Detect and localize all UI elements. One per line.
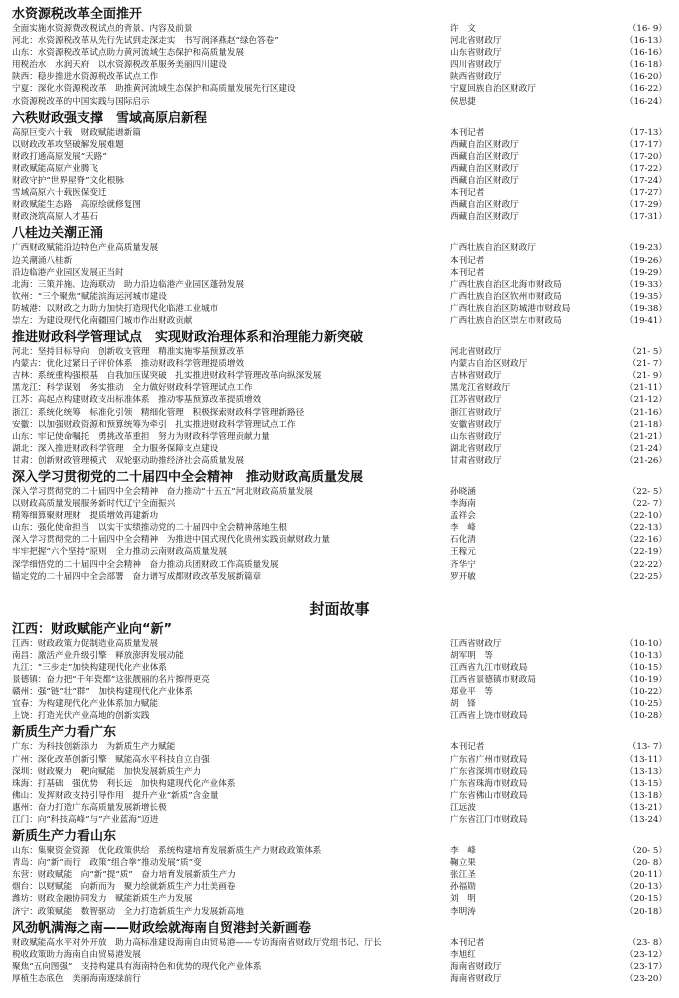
entry-title: 甘肃：创新财政管理模式 双轮驱动助推经济社会高质量发展 — [12, 455, 245, 466]
toc-part-topics — [12, 6, 667, 583]
entry-title: 财政赋能高原产业腾飞 — [12, 163, 98, 174]
toc-entry — [12, 407, 667, 419]
toc-entry — [12, 571, 667, 583]
toc-entry — [12, 187, 667, 199]
toc-entry — [12, 674, 667, 686]
entry-author: 李海南 — [450, 499, 476, 510]
entry-title: 内蒙古：优化过紧日子评价体系 推动财政科学管理提质增效 — [12, 359, 245, 370]
toc-section — [12, 621, 667, 723]
entry-title: 财政赋能生态路 高原绘就修复图 — [12, 200, 141, 211]
entry-page: （23-12） — [625, 949, 667, 960]
entry-page: （19-33） — [625, 279, 667, 290]
entry-author: 陕西省财政厅 — [450, 72, 502, 83]
toc-entry — [12, 431, 667, 443]
toc-entry — [12, 199, 667, 211]
entry-title: 江苏：高起点构建财政支出标准体系 推动零基预算改革提质增效 — [12, 395, 262, 406]
entry-title: 崇左：为建设现代化南疆国门城市作出财政贡献 — [12, 315, 193, 326]
toc-entry — [12, 83, 667, 95]
entry-page: （19-35） — [625, 291, 667, 302]
toc-entry — [12, 486, 667, 498]
entry-title: 防城港：以财政之力助力加快打造现代化临港工业城市 — [12, 303, 219, 314]
entry-page: （20- 8） — [627, 858, 667, 869]
entry-page: （19-38） — [625, 303, 667, 314]
entry-author: 胡军明 等 — [450, 650, 493, 661]
toc-entry — [12, 47, 667, 59]
entry-title: 财政浇筑高原人才基石 — [12, 212, 98, 223]
entry-title: 吉林：系统重构强根基 自我加压谋突破 扎实推进财政科学管理改革向纵深发展 — [12, 371, 322, 382]
entry-author: 湖北省财政厅 — [450, 443, 502, 454]
toc-entry — [12, 303, 667, 315]
toc-entry — [12, 638, 667, 650]
entry-author: 鞠立果 — [450, 858, 476, 869]
section-title: 水资源税改革全面推开 — [12, 7, 143, 22]
toc-entry — [12, 845, 667, 857]
entry-title: 广西财政赋能沿边特色产业高质量发展 — [12, 243, 159, 254]
toc-entry — [12, 139, 667, 151]
entry-title: 深入学习贯彻党的二十届四中全会精神 奋力推动“十五五”河北财政高质量发展 — [12, 487, 313, 497]
entry-page: （22- 5） — [627, 487, 667, 497]
entry-title: 山东：牢记使命嘱托 勇挑改革重担 努力为财政科学管理贡献力量 — [12, 431, 270, 442]
entry-title: 财政赋能高水平对外开放 助力高标准建设海南自由贸易港——专访海南省财政厅党组书记、厅长 — [12, 937, 382, 948]
entry-author: 孙福勋 — [450, 882, 476, 893]
toc-entry — [12, 96, 667, 108]
toc-entry — [12, 741, 667, 753]
entry-title: 深学细悟党的二十届四中全会精神 奋力推动兵团财政工作高质量发展 — [12, 559, 279, 570]
toc-entry — [12, 211, 667, 223]
entry-author: 王稼元 — [450, 547, 476, 558]
entry-page: （21-16） — [625, 407, 667, 418]
toc-entry — [12, 559, 667, 571]
toc-entry — [12, 175, 667, 187]
entry-author: 刘 明 — [450, 894, 476, 905]
entry-page: （16-22） — [625, 84, 667, 95]
toc-entry — [12, 394, 667, 406]
entry-author: 吉林省财政厅 — [450, 371, 502, 382]
toc-entry — [12, 893, 667, 905]
entry-title: 安徽：以加强财政资源和预算统筹为牵引 扎实推进财政科学管理试点工作 — [12, 419, 296, 430]
entry-title: 黑龙江：科学谋划 务实推动 全力做好财政科学管理试点工作 — [12, 383, 253, 394]
section-title: 深入学习贯彻党的二十届四中全会精神 推动财政高质量发展 — [12, 470, 364, 485]
toc-entry — [12, 814, 667, 826]
toc-entry — [12, 937, 667, 949]
entry-title: 聚焦“五向图强” 支持构建具有海南特色和优势的现代化产业体系 — [12, 961, 262, 972]
entry-page: （13- 7） — [627, 742, 667, 753]
entry-title: 边关潮涌八桂新 — [12, 255, 73, 266]
entry-title: 厚植生态底色 美丽海南逐绿前行 — [12, 973, 141, 984]
entry-title: 广东：为科技创新添力 为新质生产力赋能 — [12, 742, 176, 753]
toc-entry — [12, 23, 667, 35]
entry-author: 石化清 — [450, 535, 476, 546]
entry-title: 锚定党的二十届四中全会部署 奋力谱写成都财政改革发展新篇章 — [12, 571, 262, 582]
entry-author: 本刊记者 — [450, 937, 485, 948]
toc-entry — [12, 59, 667, 71]
entry-title: 宁夏：深化水资源税改革 助推黄河流域生态保护和高质量发展先行区建设 — [12, 84, 296, 95]
entry-author: 李旭红 — [450, 949, 476, 960]
entry-title: 河北：坚持目标导向 创新收支管理 精准实施零基预算改革 — [12, 347, 245, 358]
entry-title: 江西：财政政策力促制造业高质量发展 — [12, 638, 159, 649]
entry-title: 水资源税改革的中国实践与国际启示 — [12, 96, 150, 107]
entry-title: 烟台：以财赋能 向新而为 聚力绘就新质生产力壮美画卷 — [12, 882, 236, 893]
entry-page: （13-21） — [625, 802, 667, 813]
entry-title: 以财政改革攻坚破解发展难题 — [12, 139, 124, 150]
entry-author: 江西省上饶市财政局 — [450, 711, 528, 722]
entry-author: 广东省深圳市财政局 — [450, 766, 528, 777]
entry-author: 安徽省财政厅 — [450, 419, 502, 430]
entry-title: 以财政高质量发展服务新时代辽宁全面振兴 — [12, 499, 176, 510]
entry-title: 广州：深化改革创新引擎 赋能高水平科技自立自强 — [12, 754, 210, 765]
toc-entry — [12, 455, 667, 467]
entry-page: （23-17） — [625, 961, 667, 972]
entry-page: （17-17） — [625, 139, 667, 150]
toc-entry — [12, 151, 667, 163]
entry-author: 广西壮族自治区钦州市财政局 — [450, 291, 562, 302]
entry-page: （23-20） — [625, 973, 667, 984]
toc-entry — [12, 698, 667, 710]
entry-page: （20-13） — [625, 882, 667, 893]
section-title: 新质生产力看山东 — [12, 829, 117, 845]
entry-title: 宜春：为构建现代化产业体系加力赋能 — [12, 699, 159, 710]
toc-entry — [12, 255, 667, 267]
toc-entry — [12, 906, 667, 918]
toc-entry — [12, 802, 667, 814]
entry-title: 北海：三策并施、边海联动 助力沿边临港产业园区蓬勃发展 — [12, 279, 245, 290]
entry-page: （13-13） — [625, 766, 667, 777]
entry-author: 江远波 — [450, 802, 476, 813]
toc-entry — [12, 71, 667, 83]
toc-entry — [12, 443, 667, 455]
toc-entry — [12, 267, 667, 279]
entry-page: （19-23） — [625, 243, 667, 254]
entry-title: 青岛：向“新”而行 政策“组合拳”推动发展“质”变 — [12, 858, 202, 869]
entry-author: 广西壮族自治区北海市财政局 — [450, 279, 562, 290]
toc-entry — [12, 370, 667, 382]
entry-title: 南昌：激活产业升级引擎 释放澎湃发展动能 — [12, 650, 184, 661]
entry-title: 济宁：政策赋能 数智驱动 全力打造新质生产力发展新高地 — [12, 906, 245, 917]
entry-page: （21-26） — [625, 455, 667, 466]
entry-page: （20-18） — [625, 906, 667, 917]
entry-author: 李明涛 — [450, 906, 476, 917]
entry-author: 西藏自治区财政厅 — [450, 212, 519, 223]
toc-entry — [12, 315, 667, 327]
toc-part-cover-stories — [12, 621, 667, 985]
entry-page: （19-29） — [625, 267, 667, 278]
entry-page: （21-21） — [625, 431, 667, 442]
entry-title: 赣州：强“链”壮“群” 加快构建现代化产业体系 — [12, 687, 193, 698]
entry-page: （22-25） — [625, 571, 667, 582]
entry-author: 孟祥会 — [450, 511, 476, 522]
entry-page: （21-12） — [625, 395, 667, 406]
entry-author: 河北省财政厅 — [450, 347, 502, 358]
entry-title: 浙江：系统化统筹 标准化引领 精细化管理 积极探索财政科学管理新路径 — [12, 407, 305, 418]
toc-entry — [12, 358, 667, 370]
entry-page: （10-22） — [625, 687, 667, 698]
toc-entry — [12, 242, 667, 254]
entry-author: 广东省广州市财政局 — [450, 754, 528, 765]
entry-author: 广西壮族自治区财政厅 — [450, 243, 536, 254]
entry-page: （17-20） — [625, 151, 667, 162]
toc-entry — [12, 961, 667, 973]
entry-author: 内蒙古自治区财政厅 — [450, 359, 528, 370]
toc-entry — [12, 778, 667, 790]
entry-title: 深圳：财政聚力 靶向赋能 加快发展新质生产力 — [12, 766, 202, 777]
entry-page: （17-22） — [625, 163, 667, 174]
entry-page: （21-11） — [625, 383, 667, 394]
entry-title: 河北：水资源税改革从先行先试到走深走实 书写润泽燕赵“绿色答卷” — [12, 36, 279, 47]
entry-title: 税收政策助力海南自由贸易港发展 — [12, 949, 141, 960]
toc-section — [12, 828, 667, 918]
entry-title: 雪域高原六十载医保变迁 — [12, 188, 107, 199]
entry-title: 山东：水资源税改革试点助力黄河流域生态保护和高质量发展 — [12, 48, 245, 59]
section-title: 风劲帆满海之南——财政绘就海南自贸港封关新画卷 — [12, 920, 312, 936]
entry-title: 潍坊：财政金融协同发力 赋能新质生产力发展 — [12, 894, 193, 905]
entry-page: （16-24） — [625, 96, 667, 107]
entry-title: 景德镇：奋力把“千年瓷都”这张靓丽的名片擦得更亮 — [12, 675, 210, 686]
entry-title: 用税治水 水润天府 以水资源税改革服务美丽四川建设 — [12, 60, 227, 71]
entry-page: （21-24） — [625, 443, 667, 454]
entry-author: 李 峰 — [450, 846, 476, 857]
section-title: 新质生产力看广东 — [12, 725, 117, 741]
entry-author: 广西壮族自治区防城港市财政局 — [450, 303, 571, 314]
toc-entry — [12, 346, 667, 358]
toc-entry — [12, 534, 667, 546]
toc-entry — [12, 662, 667, 674]
entry-page: （13-24） — [625, 814, 667, 825]
entry-page: （10-10） — [625, 638, 667, 649]
entry-page: （20-11） — [625, 870, 667, 881]
toc-section — [12, 110, 667, 224]
entry-title: 山东：集聚资金资源 优化政策供给 系统构建培育发展新质生产力财政政策体系 — [12, 846, 322, 857]
section-title: 八桂边关潮正涌 — [12, 226, 104, 242]
toc-entry — [12, 766, 667, 778]
toc-section — [12, 6, 667, 108]
entry-author: 黑龙江省财政厅 — [450, 383, 511, 394]
entry-author: 西藏自治区财政厅 — [450, 139, 519, 150]
toc-entry — [12, 949, 667, 961]
entry-title: 陕西：稳步推进水资源税改革试点工作 — [12, 72, 159, 83]
entry-title: 山东：强化使命担当 以实干实绩推动党的二十届四中全会精神落地生根 — [12, 523, 288, 534]
entry-title: 东营：财政赋能 向“新”提“质” 奋力培育发展新质生产力 — [12, 870, 236, 881]
entry-author: 广东省珠海市财政局 — [450, 778, 528, 789]
entry-author: 张江圣 — [450, 870, 476, 881]
entry-author: 西藏自治区财政厅 — [450, 151, 519, 162]
entry-author: 侯思捷 — [450, 96, 476, 107]
entry-page: （22-10） — [625, 511, 667, 522]
toc-section — [12, 920, 667, 985]
entry-author: 江西省九江市财政局 — [450, 662, 528, 673]
entry-page: （16-18） — [625, 60, 667, 71]
entry-title: 佛山：发挥财政支持引导作用 提升产业“新质”含金量 — [12, 790, 219, 801]
entry-page: （10-25） — [625, 699, 667, 710]
entry-author: 本刊记者 — [450, 188, 485, 199]
entry-page: （16- 9） — [627, 24, 667, 34]
toc-entry — [12, 522, 667, 534]
entry-author: 四川省财政厅 — [450, 60, 502, 71]
entry-author: 许 文 — [450, 24, 476, 34]
entry-page: （17-29） — [625, 200, 667, 211]
entry-author: 郑业平 等 — [450, 687, 493, 698]
toc-entry — [12, 686, 667, 698]
entry-page: （16-13） — [625, 36, 667, 47]
toc-entry — [12, 498, 667, 510]
entry-author: 广东省江门市财政局 — [450, 814, 528, 825]
toc-entry — [12, 754, 667, 766]
entry-author: 广东省佛山市财政局 — [450, 790, 528, 801]
toc-entry — [12, 973, 667, 985]
toc-entry — [12, 163, 667, 175]
entry-title: 牢牢把握“六个坚持”原则 全力推动云南财政高质量发展 — [12, 547, 228, 558]
entry-author: 江西省财政厅 — [450, 638, 502, 649]
entry-page: （17-27） — [625, 188, 667, 199]
entry-author: 西藏自治区财政厅 — [450, 200, 519, 211]
entry-title: 珠海：打基础 强优势 利长远 加快构建现代化产业体系 — [12, 778, 236, 789]
entry-author: 浙江省财政厅 — [450, 407, 502, 418]
toc-section — [12, 469, 667, 583]
entry-page: （22-13） — [625, 523, 667, 534]
entry-author: 海南省财政厅 — [450, 961, 502, 972]
entry-author: 广西壮族自治区崇左市财政局 — [450, 315, 562, 326]
entry-page: （21- 9） — [627, 371, 667, 382]
entry-author: 胡 锋 — [450, 699, 476, 710]
entry-page: （22- 7） — [627, 499, 667, 510]
entry-title: 全面实施水资源费改税试点的背景、内容及前景 — [12, 24, 193, 34]
section-title: 六秩财政强支撑 雪域高原启新程 — [12, 110, 208, 126]
entry-author: 西藏自治区财政厅 — [450, 163, 519, 174]
toc-entry — [12, 127, 667, 139]
entry-page: （16-16） — [625, 48, 667, 59]
entry-author: 江苏省财政厅 — [450, 395, 502, 406]
toc-entry — [12, 857, 667, 869]
entry-page: （10-28） — [625, 711, 667, 722]
entry-page: （20- 5） — [627, 846, 667, 857]
entry-title: 高原巨变六十载 财政赋能谱新篇 — [12, 127, 141, 138]
entry-page: （10-13） — [625, 650, 667, 661]
entry-author: 宁夏回族自治区财政厅 — [450, 84, 536, 95]
section-title: 江西：财政赋能产业向“新” — [12, 621, 173, 637]
entry-author: 孙晓涵 — [450, 487, 476, 497]
entry-page: （19-41） — [625, 315, 667, 326]
entry-author: 本刊记者 — [450, 742, 485, 753]
entry-author: 河北省财政厅 — [450, 36, 502, 47]
entry-author: 山东省财政厅 — [450, 431, 502, 442]
entry-title: 九江：“三步走”加快构建现代化产业体系 — [12, 662, 167, 673]
toc-entry — [12, 650, 667, 662]
entry-author: 山东省财政厅 — [450, 48, 502, 59]
entry-title: 财政守护“世界屋脊”文化根脉 — [12, 176, 124, 187]
entry-title: 财政打通高原发展“天路” — [12, 151, 107, 162]
entry-page: （13-18） — [625, 790, 667, 801]
entry-author: 本刊记者 — [450, 267, 485, 278]
toc-entry — [12, 510, 667, 522]
entry-page: （17-24） — [625, 176, 667, 187]
entry-title: 江门：向“科技高峰”与“产业蓝海”迈进 — [12, 814, 159, 825]
entry-page: （21-18） — [625, 419, 667, 430]
entry-page: （19-26） — [625, 255, 667, 266]
entry-author: 齐华宁 — [450, 559, 476, 570]
section-title: 推进财政科学管理试点 实现财政治理体系和治理能力新突破 — [12, 330, 364, 346]
entry-page: （10-19） — [625, 675, 667, 686]
toc-section — [12, 329, 667, 467]
entry-page: （10-15） — [625, 662, 667, 673]
cover-story-heading: 封面故事 — [309, 599, 370, 618]
entry-page: （17-13） — [625, 127, 667, 138]
entry-page: （16-20） — [625, 72, 667, 83]
toc-section — [12, 225, 667, 327]
toc-entry — [12, 710, 667, 722]
toc-entry — [12, 279, 667, 291]
toc-entry — [12, 790, 667, 802]
entry-title: 精筹细算聚财理财 提质增效再建新功 — [12, 511, 159, 522]
entry-page: （13-15） — [625, 778, 667, 789]
entry-page: （22-22） — [625, 559, 667, 570]
entry-author: 西藏自治区财政厅 — [450, 176, 519, 187]
entry-title: 钦州：“三个聚焦”赋能滨海运河城市建设 — [12, 291, 167, 302]
entry-author: 李 峰 — [450, 523, 476, 534]
entry-page: （23- 8） — [627, 937, 667, 948]
toc-entry — [12, 419, 667, 431]
toc-entry — [12, 869, 667, 881]
entry-title: 湖北：深入推进财政科学管理 全力服务保障支点建设 — [12, 443, 219, 454]
entry-page: （21- 7） — [627, 359, 667, 370]
entry-page: （22-16） — [625, 535, 667, 546]
entry-author: 本刊记者 — [450, 255, 485, 266]
toc-entry — [12, 382, 667, 394]
toc-section — [12, 724, 667, 826]
entry-author: 本刊记者 — [450, 127, 485, 138]
entry-page: （22-19） — [625, 547, 667, 558]
toc-entry — [12, 35, 667, 47]
entry-author: 海南省财政厅 — [450, 973, 502, 984]
entry-page: （21- 5） — [627, 347, 667, 358]
toc-entry — [12, 546, 667, 558]
entry-page: （20-15） — [625, 894, 667, 905]
entry-author: 江西省景德镇市财政局 — [450, 675, 536, 686]
entry-title: 上饶：打造光伏产业高地的创新实践 — [12, 711, 150, 722]
entry-page: （17-31） — [625, 212, 667, 223]
entry-author: 甘肃省财政厅 — [450, 455, 502, 466]
toc-entry — [12, 881, 667, 893]
entry-title: 沿边临港产业园区发展正当时 — [12, 267, 124, 278]
entry-author: 罗开敏 — [450, 571, 476, 582]
entry-page: （13-11） — [625, 754, 667, 765]
entry-title: 深入学习贯彻党的二十届四中全会精神 为推进中国式现代化贵州实践贡献财政力量 — [12, 535, 330, 546]
toc-entry — [12, 291, 667, 303]
entry-title: 惠州：奋力打造广东高质量发展新增长极 — [12, 802, 167, 813]
